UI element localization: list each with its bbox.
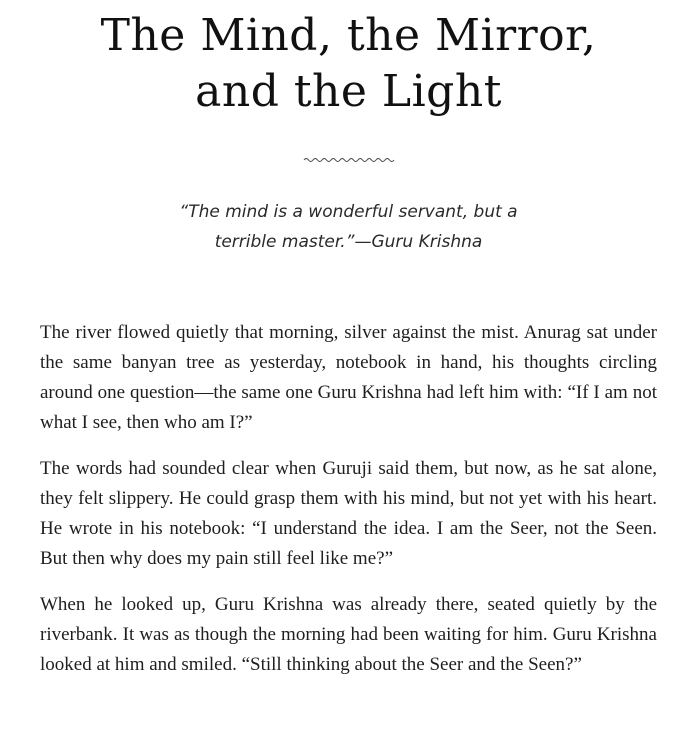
epigraph-quote — [100, 197, 597, 257]
paragraph-1: The river flowed quietly that morning, silver against the mist. Anurag sat under the same banyan tree as yesterday, notebook in hand, his thoughts circling around one question—the same one Guru Krishna had left him with: “If I am not what I see, then who am I?” — [40, 322, 657, 433]
epigraph-line-1: “The mind is a wonderful servant, but a — [179, 202, 518, 222]
paragraph-3: When he looked up, Guru Krishna was already there, seated quietly by the riverbank. It was as though the morning had been waiting for him. Guru Krishna looked at him and smiled. “Still thinking about the Seer and the Seen?” — [40, 594, 657, 675]
paragraph-2: The words had sounded clear when Guruji said them, but now, as he sat alone, they felt slippery. He could grasp them with his mind, but not yet with his heart. He wrote in his notebook: “I understand the idea. I am the Seer, not the Seen. But then why does my pain still feel like me?” — [40, 458, 657, 569]
chapter-title — [40, 8, 657, 120]
wavy-divider-icon — [303, 154, 395, 166]
chapter-title-line-1: The Mind, the Mirror, — [100, 10, 597, 61]
epigraph-line-2: terrible master.”—Guru Krishna — [214, 232, 483, 252]
chapter-body — [40, 318, 657, 696]
chapter-title-line-2: and the Light — [195, 66, 502, 117]
